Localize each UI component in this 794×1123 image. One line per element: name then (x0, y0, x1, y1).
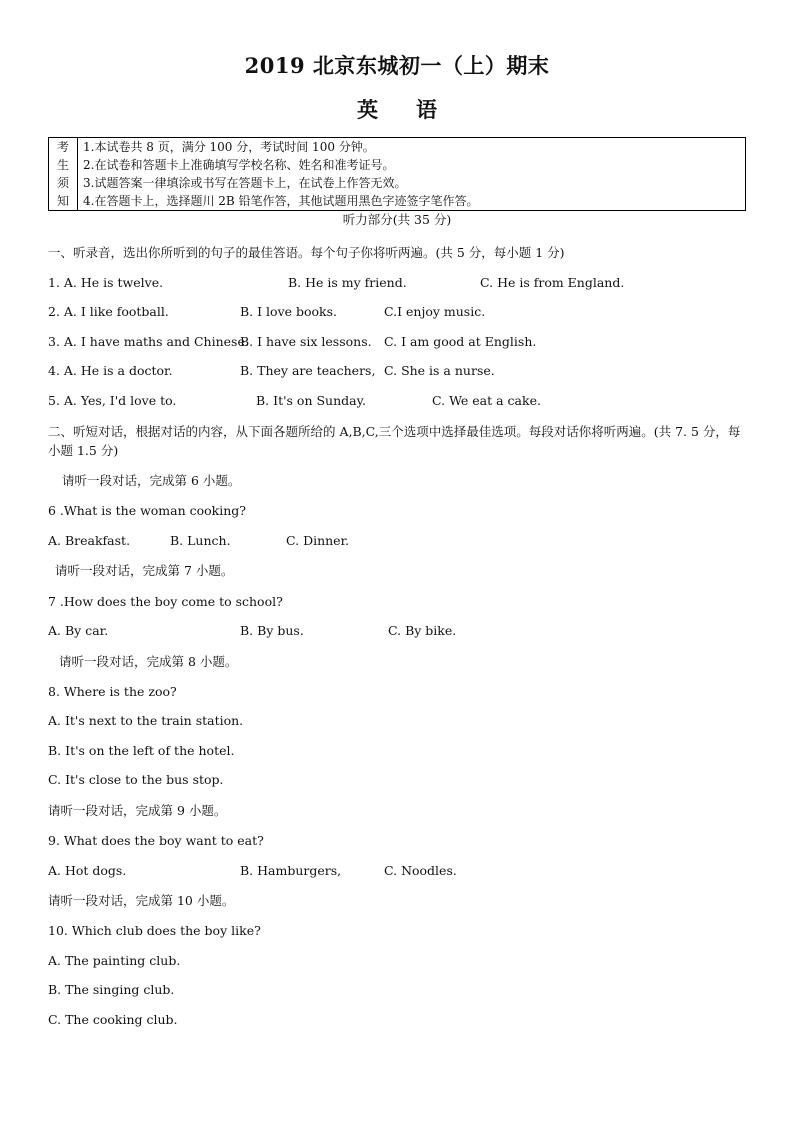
option-b: B. Hamburgers, (240, 863, 342, 878)
q9-intro: 请听一段对话，完成第 9 小题。 (48, 803, 227, 818)
section1-heading: 一、听录音，选出你所听到的句子的最佳答语。每个句子你将听两遍。(共 5 分，每小题 1 分) (48, 245, 565, 260)
notice-label-char: 须 (56, 176, 69, 190)
option-a: A. By car. (48, 623, 109, 638)
exam-notice-box (48, 137, 746, 211)
option-c: C. Noodles. (384, 863, 457, 878)
section2-heading: 二、听短对话，根据对话的内容，从下面各题所给的 A,B,C,三个选项中选择最佳选项。每段对话你将听两遍。(共 7. 5 分，每小题 1.5 分) (48, 424, 741, 458)
option-b: B. By bus. (240, 623, 304, 638)
notice-label-char: 知 (56, 194, 69, 208)
listening-heading: 听力部分(共 35 分) (342, 212, 452, 227)
notice-item: 1.本试卷共 8 页，满分 100 分，考试时间 100 分钟。 (83, 140, 375, 154)
q8-intro: 请听一段对话，完成第 8 小题。 (59, 654, 238, 669)
option-c: C. The cooking club. (48, 1012, 178, 1027)
q6-intro: 请听一段对话，完成第 6 小题。 (62, 473, 241, 488)
notice-item: 3.试题答案一律填涂或书写在答题卡上，在试卷上作答无效。 (83, 176, 407, 190)
q8-question: 8. Where is the zoo? (48, 684, 177, 699)
option-b: B. I have six lessons. (240, 334, 372, 349)
option-b: B. He is my friend. (288, 275, 407, 290)
notice-item: 4.在答题卡上，选择题川 2B 铅笔作答，其他试题用黑色字迹签字笔作答。 (83, 194, 479, 208)
option-a: 1. A. He is twelve. (48, 275, 164, 290)
notice-items (78, 138, 745, 210)
option-c: C. It's close to the bus stop. (48, 772, 224, 787)
option-a: A. Hot dogs. (48, 863, 127, 878)
option-c: C. Dinner. (286, 533, 350, 548)
q6-question: 6 .What is the woman cooking? (48, 503, 247, 518)
option-a: 3. A. I have maths and Chinese. (48, 334, 249, 349)
option-b: B. They are teachers, (240, 363, 376, 378)
option-c: C. I am good at English. (384, 334, 537, 349)
q9-question: 9. What does the boy want to eat? (48, 833, 264, 848)
option-b: B. The singing club. (48, 982, 175, 997)
q7-question: 7 .How does the boy come to school? (48, 594, 283, 609)
option-a: 5. A. Yes, I'd love to. (48, 393, 177, 408)
option-b: B. It's on Sunday. (256, 393, 366, 408)
option-a: A. Breakfast. (48, 533, 131, 548)
option-b: B. It's on the left of the hotel. (48, 743, 235, 758)
subject-title: 英语 (357, 97, 475, 122)
option-a: A. It's next to the train station. (48, 713, 244, 728)
option-c: C. We eat a cake. (432, 393, 541, 408)
option-c: C.I enjoy music. (384, 304, 486, 319)
q10-intro: 请听一段对话，完成第 10 小题。 (48, 893, 235, 908)
notice-label-char: 生 (56, 158, 69, 172)
option-c: C. She is a nurse. (384, 363, 495, 378)
option-a: 4. A. He is a doctor. (48, 363, 173, 378)
option-b: B. I love books. (240, 304, 338, 319)
option-a: A. The painting club. (48, 953, 181, 968)
option-c: C. By bike. (388, 623, 457, 638)
notice-label (49, 138, 78, 210)
option-c: C. He is from England. (480, 275, 625, 290)
option-a: 2. A. I like football. (48, 304, 169, 319)
q10-question: 10. Which club does the boy like? (48, 923, 261, 938)
notice-item: 2.在试卷和答题卡上准确填写学校名称、姓名和准考证号。 (83, 158, 395, 172)
notice-label-char: 考 (56, 140, 69, 154)
option-b: B. Lunch. (170, 533, 231, 548)
page-title: 2019 北京东城初一（上）期末 (244, 53, 550, 78)
q7-intro: 请听一段对话，完成第 7 小题。 (55, 563, 234, 578)
